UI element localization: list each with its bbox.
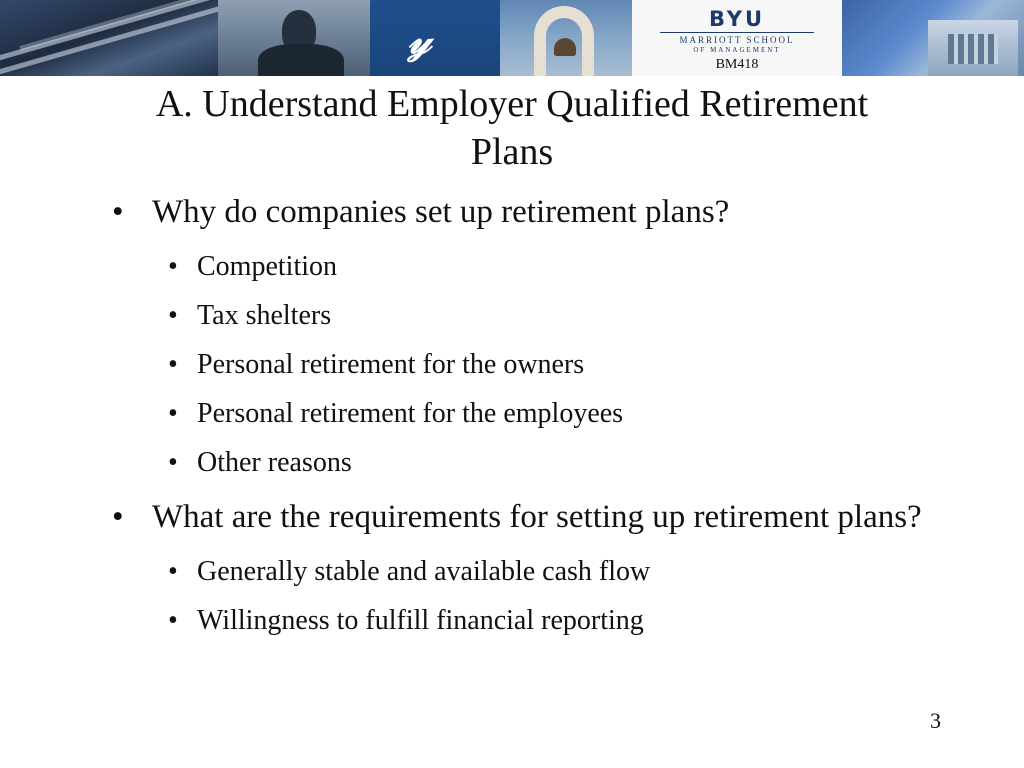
bullet-icon: • (168, 300, 178, 331)
sub-bullet-item (112, 556, 932, 588)
sub-bullet-item (112, 349, 932, 381)
banner-photo-architecture (0, 0, 218, 76)
sub-bullet-text: Other reasons (197, 447, 352, 478)
bullet-icon: • (168, 447, 178, 478)
bullet-text: Why do companies set up retirement plans? (152, 194, 730, 230)
slide-title: A. Understand Employer Qualified Retirement Plans (155, 83, 869, 173)
bullet-icon: • (168, 605, 178, 636)
bullet-icon: • (112, 499, 124, 535)
sub-bullet-text: Personal retirement for the owners (197, 349, 585, 380)
sub-bullet-item (112, 605, 932, 637)
page-number: 3 (930, 708, 941, 733)
banner-photo-y-mountain (370, 0, 500, 76)
bullet-item (112, 190, 932, 234)
header-banner (0, 0, 1024, 76)
sub-bullet-item (112, 398, 932, 430)
byu-marriott-logo (632, 0, 842, 76)
bullet-text: What are the requirements for setting up retirement plans? (152, 499, 922, 535)
banner-photo-building (842, 0, 1024, 76)
sub-bullet-text: Competition (197, 251, 337, 282)
bell-icon (554, 38, 576, 56)
school-name: MARRIOTT SCHOOL (679, 35, 795, 45)
bullet-icon: • (168, 398, 178, 429)
banner-photo-bell-tower (500, 0, 632, 76)
school-subtitle: OF MANAGEMENT (693, 46, 781, 54)
sub-bullet-text: Generally stable and available cash flow (197, 556, 651, 587)
bullet-item (112, 495, 932, 539)
bullet-icon: • (112, 194, 124, 230)
sub-bullet-item (112, 447, 932, 479)
byu-wordmark: BYU (708, 7, 766, 31)
sub-bullet-text: Personal retirement for the employees (197, 398, 624, 429)
y-logo-icon: 𝓎 (408, 16, 432, 63)
sub-bullet-text: Willingness to fulfill financial reporting (197, 605, 644, 636)
sub-bullet-text: Tax shelters (197, 300, 332, 331)
sub-bullet-item (112, 300, 932, 332)
slide-content (112, 190, 932, 637)
bullet-icon: • (168, 349, 178, 380)
sub-bullet-item (112, 251, 932, 283)
banner-photo-statue (218, 0, 370, 76)
bullet-icon: • (168, 556, 178, 587)
course-code: BM418 (715, 57, 759, 72)
bullet-icon: • (168, 251, 178, 282)
